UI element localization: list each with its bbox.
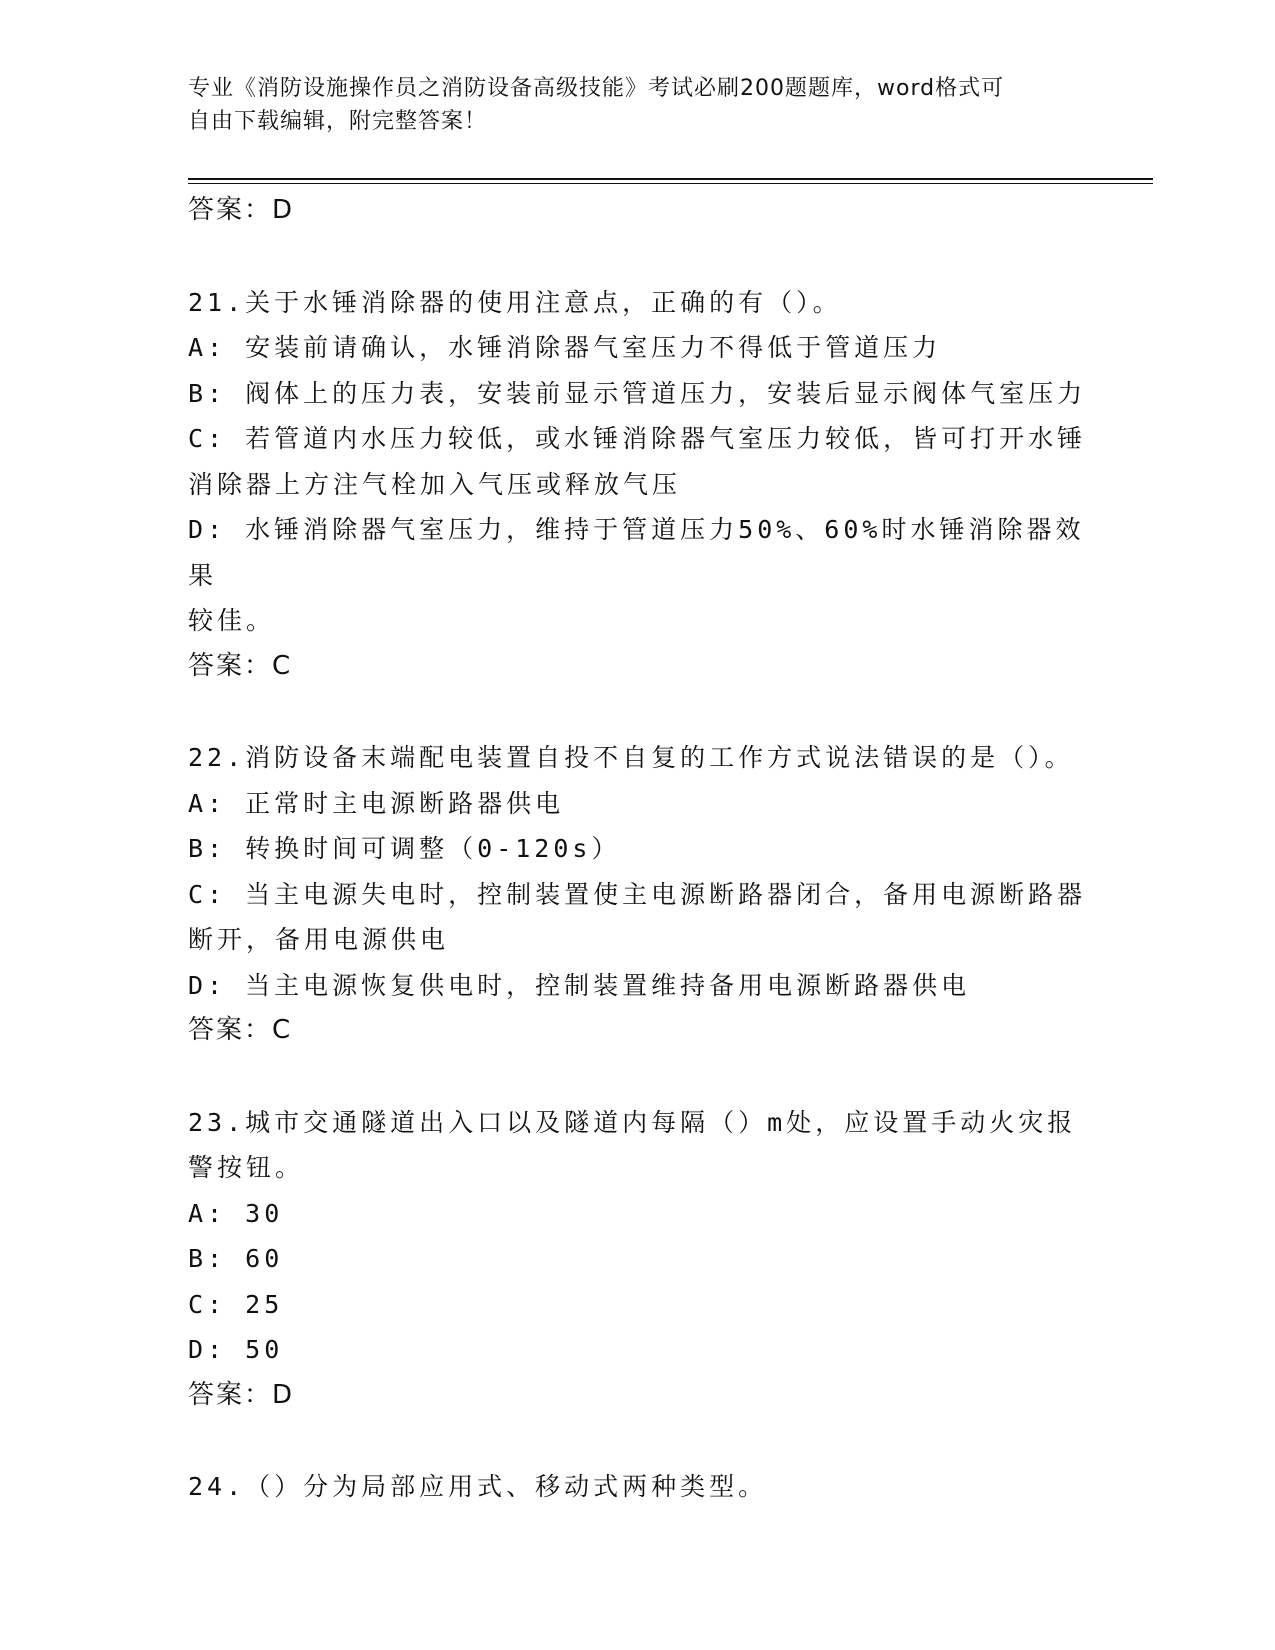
option-line: A: 30 [188, 1198, 284, 1228]
question-list [188, 280, 1088, 1510]
spacer [188, 689, 1088, 735]
option-line: 消除器上方注气栓加入气压或释放气压 [188, 469, 682, 499]
question-block [188, 1100, 1088, 1465]
option-line: D: 水锤消除器气室压力，维持于管道压力50%、60%时水锤消除器效果 [188, 515, 1085, 590]
answer-line: 答案：D [188, 1379, 295, 1410]
option-line: C: 当主电源失电时，控制装置使主电源断路器闭合，备用电源断路器 [188, 879, 1087, 909]
question-stem-line: 23.城市交通隧道出入口以及隧道内每隔（）m处，应设置手动火灾报 [188, 1107, 1077, 1137]
option-line: B: 转换时间可调整（0-120s） [188, 834, 621, 863]
spacer [188, 1054, 1088, 1100]
option-line: B: 60 [188, 1244, 284, 1273]
header-line-2: 自由下载编辑，附完整答案！ [188, 109, 488, 134]
option-line: 断开，备用电源供电 [188, 925, 450, 954]
option-line: C: 25 [188, 1289, 284, 1319]
spacer [188, 234, 1088, 280]
question-stem-line: 警按钮。 [188, 1153, 305, 1182]
answer-line: 答案：D [188, 195, 295, 225]
answer-line: 答案：C [188, 1015, 293, 1045]
header-divider-thin [188, 183, 1153, 184]
header-divider-thick [188, 178, 1153, 180]
document-header [188, 72, 1068, 138]
question-block [188, 280, 1088, 736]
option-line: D: 当主电源恢复供电时，控制装置维持备用电源断路器供电 [188, 970, 971, 1000]
option-line: D: 50 [188, 1335, 284, 1364]
option-line: 较佳。 [188, 606, 276, 635]
question-stem-line: 21.关于水锤消除器的使用注意点，正确的有（）。 [188, 287, 842, 317]
option-line: B: 阀体上的压力表，安装前显示管道压力，安装后显示阀体气室压力 [188, 378, 1087, 408]
question-content [188, 188, 1088, 1510]
answer-line: 答案：C [188, 650, 293, 681]
option-line: A: 正常时主电源断路器供电 [188, 788, 565, 818]
question-block [188, 735, 1088, 1100]
option-line: A: 安装前请确认，水锤消除器气室压力不得低于管道压力 [188, 333, 942, 362]
option-line: C: 若管道内水压力较低，或水锤消除器气室压力较低，皆可打开水锤 [188, 424, 1087, 453]
spacer [188, 1418, 1088, 1464]
question-stem-line: 22.消防设备末端配电装置自投不自复的工作方式说法错误的是（）。 [188, 743, 1074, 772]
header-line-1: 专业《消防设施操作员之消防设备高级技能》考试必刷200题题库，word格式可 [188, 76, 1005, 101]
question-stem-line: 24.（）分为局部应用式、移动式两种类型。 [188, 1472, 768, 1501]
question-block [188, 1464, 1088, 1510]
